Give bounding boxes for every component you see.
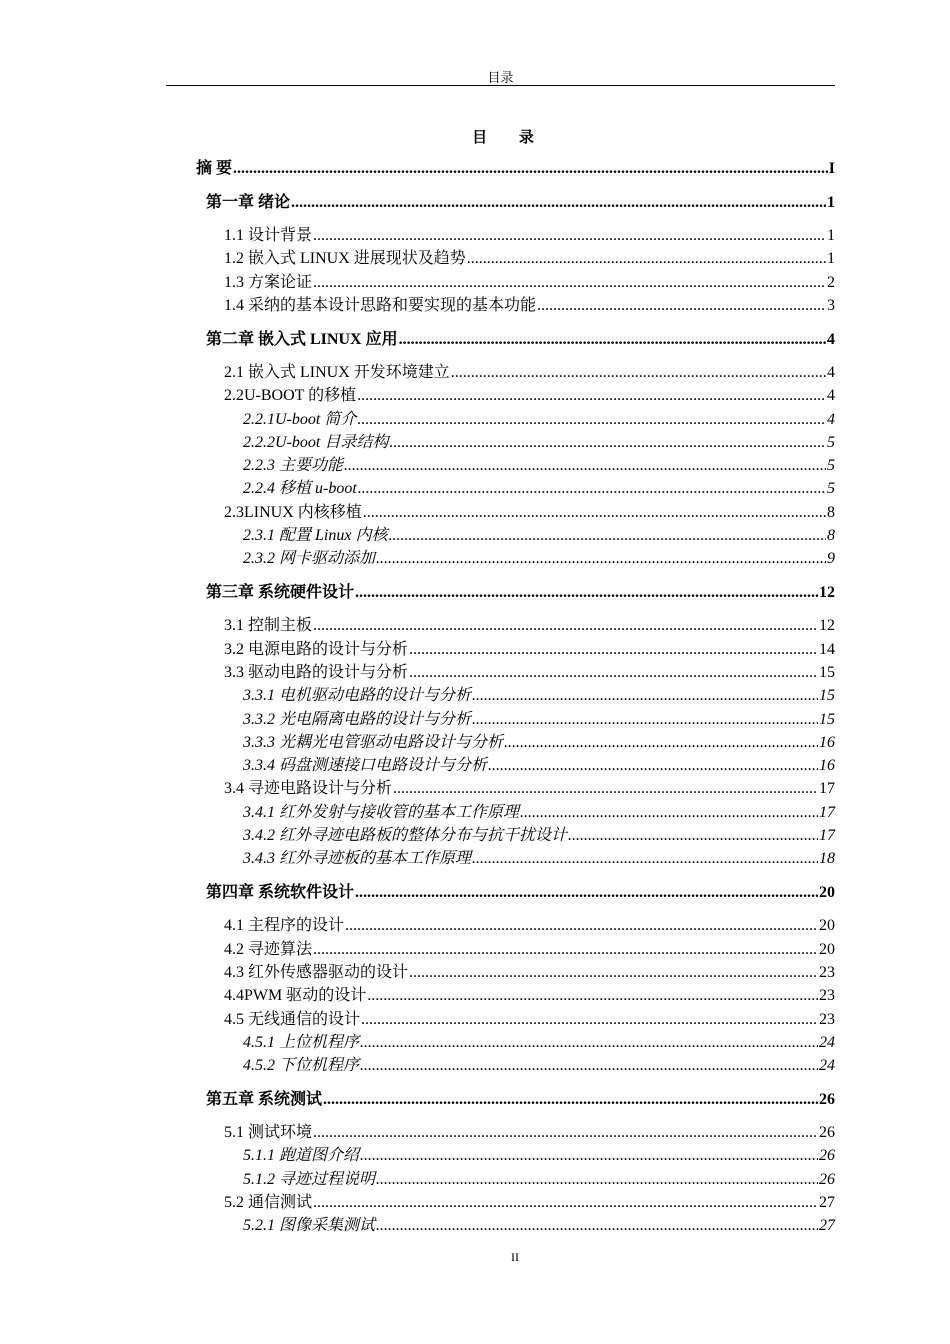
toc-entry[interactable] bbox=[224, 636, 835, 659]
page-number: II bbox=[511, 1250, 519, 1264]
toc-entry-page: 17 bbox=[819, 780, 835, 798]
toc-entry[interactable] bbox=[206, 879, 835, 902]
toc-entry-title: 2.2.2U-boot 目录结构 bbox=[243, 433, 389, 451]
toc-entry-page: I bbox=[828, 160, 835, 177]
toc-entry[interactable] bbox=[243, 706, 835, 729]
toc-entry-title: 3.3.2 光电隔离电路的设计与分析 bbox=[243, 710, 472, 728]
toc-title: 目 录 bbox=[472, 130, 548, 146]
toc-dot-leader bbox=[313, 274, 826, 292]
toc-dot-leader bbox=[472, 687, 818, 705]
toc-entry[interactable] bbox=[243, 799, 835, 822]
toc-entry-title: 2.2.3 主要功能 bbox=[243, 457, 344, 475]
toc-entry[interactable] bbox=[224, 982, 835, 1005]
toc-entry-title: 3.3.4 码盘测速接口电路设计与分析 bbox=[243, 757, 488, 775]
toc-entry[interactable] bbox=[224, 1119, 835, 1142]
toc-entry-title: 3.4.1 红外发射与接收管的基本工作原理 bbox=[243, 803, 520, 821]
toc-entry-page: 18 bbox=[819, 850, 835, 868]
toc-entry[interactable] bbox=[224, 245, 835, 268]
toc-entry-title: 3.4.3 红外寻迹板的基本工作原理 bbox=[243, 850, 472, 868]
toc-entry[interactable] bbox=[224, 359, 835, 382]
toc-entry-title: 3.3.3 光耦光电管驱动电路设计与分析 bbox=[243, 733, 504, 751]
toc-dot-leader bbox=[355, 884, 818, 902]
toc-entry-title: 摘 要 bbox=[196, 160, 233, 177]
toc-entry-page: 5 bbox=[827, 457, 835, 475]
toc-dot-leader bbox=[467, 250, 826, 268]
toc-entry-title: 5.1 测试环境 bbox=[224, 1124, 313, 1142]
toc-entry[interactable] bbox=[243, 429, 835, 452]
toc-entry[interactable] bbox=[224, 1006, 835, 1029]
toc-entry[interactable] bbox=[243, 845, 835, 868]
toc-entry[interactable] bbox=[206, 189, 835, 212]
toc-entry[interactable] bbox=[243, 1029, 835, 1052]
toc-entry-page: 2 bbox=[827, 273, 835, 291]
toc-entry-page: 17 bbox=[819, 827, 835, 844]
toc-entry-page: 1 bbox=[827, 250, 835, 268]
toc-entry-page: 15 bbox=[819, 710, 835, 728]
toc-entry[interactable] bbox=[224, 912, 835, 935]
toc-entry-page: 26 bbox=[819, 1091, 835, 1109]
toc-entry-title: 5.2.1 图像采集测试 bbox=[243, 1217, 376, 1235]
toc-entry-page: 4 bbox=[827, 330, 835, 348]
toc-dot-leader bbox=[360, 1147, 818, 1165]
toc-entry-title: 5.2 通信测试 bbox=[224, 1194, 313, 1211]
toc-dot-leader bbox=[233, 160, 828, 178]
toc-entry-title: 5.1.2 寻迹过程说明 bbox=[243, 1170, 376, 1188]
toc-entry[interactable] bbox=[224, 499, 835, 522]
toc-dot-leader bbox=[345, 917, 818, 935]
toc-dot-leader bbox=[504, 734, 818, 752]
toc-entry[interactable] bbox=[224, 222, 835, 245]
toc-entry-page: 4 bbox=[827, 387, 835, 405]
toc-dot-leader bbox=[323, 1091, 818, 1109]
toc-entry-title: 3.1 控制主板 bbox=[224, 617, 313, 635]
toc-entry[interactable] bbox=[224, 292, 835, 315]
toc-entry[interactable] bbox=[206, 326, 835, 349]
toc-dot-leader bbox=[520, 804, 818, 822]
toc-entry[interactable] bbox=[224, 1189, 835, 1212]
toc-entry-page: 14 bbox=[819, 640, 835, 658]
toc-entry-page: 12 bbox=[819, 617, 835, 635]
toc-dot-leader bbox=[376, 550, 826, 568]
toc-dot-leader bbox=[313, 1124, 818, 1142]
toc-entry[interactable] bbox=[243, 522, 835, 545]
toc-entry-page: 8 bbox=[827, 527, 835, 544]
toc-entry-page: 15 bbox=[819, 687, 835, 705]
toc-entry-title: 2.3.2 网卡驱动添加 bbox=[243, 550, 376, 568]
toc-entry-title: 2.2.1U-boot 简介 bbox=[243, 410, 357, 428]
toc-dot-leader bbox=[409, 964, 818, 982]
toc-entry-page: 1 bbox=[827, 227, 835, 244]
toc-dot-leader bbox=[388, 527, 826, 545]
toc-entry[interactable] bbox=[206, 579, 835, 602]
toc-entry-title: 2.3LINUX 内核移植 bbox=[224, 503, 362, 521]
running-header: 目录 bbox=[487, 70, 514, 85]
toc-entry-title: 4.2 寻迹算法 bbox=[224, 940, 313, 958]
toc-entry[interactable] bbox=[224, 659, 835, 682]
toc-entry-title: 第一章 绪论 bbox=[206, 194, 291, 211]
toc-entry[interactable] bbox=[224, 936, 835, 959]
toc-entry-page: 17 bbox=[819, 803, 835, 821]
toc-dot-leader bbox=[472, 850, 818, 868]
toc-entry[interactable] bbox=[243, 822, 835, 845]
toc-entry-page: 26 bbox=[819, 1170, 835, 1188]
toc-entry-page: 27 bbox=[819, 1217, 835, 1235]
toc-entry[interactable] bbox=[243, 1212, 835, 1235]
toc-dot-leader bbox=[313, 617, 818, 635]
toc-entry-page: 26 bbox=[819, 1124, 835, 1142]
toc-entry-title: 5.1.1 跑道图介绍 bbox=[243, 1147, 360, 1165]
toc-dot-leader bbox=[409, 641, 818, 659]
toc-entry-title: 3.2 电源电路的设计与分析 bbox=[224, 640, 409, 658]
toc-entry-page: 20 bbox=[819, 917, 835, 935]
toc-entry-title: 3.4.2 红外寻迹电路板的整体分布与抗干扰设计 bbox=[243, 827, 568, 844]
toc-dot-leader bbox=[451, 364, 826, 382]
toc-dot-leader bbox=[360, 1057, 818, 1075]
toc-entry-page: 3 bbox=[827, 296, 835, 314]
toc-entry[interactable] bbox=[243, 1052, 835, 1075]
toc-entry-page: 16 bbox=[819, 733, 835, 751]
toc-entry-title: 4.5 无线通信的设计 bbox=[224, 1010, 361, 1028]
toc-entry-title: 4.3 红外传感器驱动的设计 bbox=[224, 963, 409, 981]
toc-entry[interactable] bbox=[224, 959, 835, 982]
toc-dot-leader bbox=[393, 780, 818, 798]
toc-entry-page: 15 bbox=[819, 663, 835, 681]
toc-entry-title: 2.2.4 移植 u-boot bbox=[243, 480, 357, 498]
toc-dot-leader bbox=[568, 827, 818, 845]
toc-dot-leader bbox=[291, 194, 826, 212]
toc-dot-leader bbox=[488, 757, 818, 775]
toc-entry[interactable] bbox=[224, 382, 835, 405]
toc-dot-leader bbox=[376, 1217, 818, 1235]
toc-dot-leader bbox=[313, 1194, 818, 1212]
toc-entry-page: 26 bbox=[819, 1147, 835, 1165]
toc-dot-leader bbox=[363, 504, 826, 522]
toc-entry[interactable] bbox=[243, 406, 835, 429]
toc-entry-title: 2.3.1 配置 Linux 内核 bbox=[243, 527, 388, 544]
toc-entry-page: 9 bbox=[827, 550, 835, 568]
toc-dot-leader bbox=[472, 711, 818, 729]
toc-entry[interactable] bbox=[206, 1086, 835, 1109]
toc-entry-title: 4.4PWM 驱动的设计 bbox=[224, 987, 367, 1005]
toc-dot-leader bbox=[389, 434, 826, 452]
toc-entry-title: 1.2 嵌入式 LINUX 进展现状及趋势 bbox=[224, 250, 466, 268]
toc-entry-title: 4.5.2 下位机程序 bbox=[243, 1057, 360, 1075]
toc-entry-page: 23 bbox=[819, 1010, 835, 1028]
toc-entry-page: 23 bbox=[819, 963, 835, 981]
toc-entry-title: 第四章 系统软件设计 bbox=[206, 884, 355, 902]
toc-dot-leader bbox=[313, 941, 818, 959]
toc-dot-leader bbox=[367, 987, 818, 1005]
toc-entry-page: 24 bbox=[819, 1057, 835, 1075]
toc-entry-title: 4.1 主程序的设计 bbox=[224, 917, 345, 935]
toc-entry-page: 8 bbox=[827, 503, 835, 521]
toc-dot-leader bbox=[344, 457, 826, 475]
toc-entry-title: 第三章 系统硬件设计 bbox=[206, 584, 355, 602]
toc-entry[interactable] bbox=[243, 682, 835, 705]
toc-entry-title: 2.2U-BOOT 的移植 bbox=[224, 387, 357, 405]
toc-entry-page: 5 bbox=[827, 480, 835, 498]
toc-dot-leader bbox=[537, 297, 826, 315]
toc-entry-title: 1.4 采纳的基本设计思路和要实现的基本功能 bbox=[224, 296, 537, 314]
toc-entry-page: 16 bbox=[819, 757, 835, 775]
toc-entry[interactable] bbox=[243, 545, 835, 568]
toc-dot-leader bbox=[376, 1171, 818, 1189]
toc-entry[interactable] bbox=[196, 155, 835, 178]
toc-entry-title: 4.5.1 上位机程序 bbox=[243, 1033, 360, 1051]
toc-dot-leader bbox=[357, 411, 826, 429]
toc-entry[interactable] bbox=[224, 269, 835, 292]
toc-entry[interactable] bbox=[243, 729, 835, 752]
toc-entry-page: 1 bbox=[827, 194, 835, 211]
toc-entry[interactable] bbox=[224, 775, 835, 798]
toc-entry-title: 3.3.1 电机驱动电路的设计与分析 bbox=[243, 687, 472, 705]
toc-dot-leader bbox=[409, 664, 818, 682]
toc-entry[interactable] bbox=[243, 1166, 835, 1189]
toc-entry-page: 12 bbox=[819, 584, 835, 602]
toc-entry-title: 第五章 系统测试 bbox=[206, 1091, 323, 1109]
toc-entry-page: 4 bbox=[827, 410, 835, 428]
toc-entry[interactable] bbox=[243, 475, 835, 498]
toc-entry-page: 20 bbox=[819, 884, 835, 902]
toc-dot-leader bbox=[361, 1011, 818, 1029]
toc-entry-page: 23 bbox=[819, 987, 835, 1005]
toc-entry-page: 27 bbox=[819, 1194, 835, 1211]
toc-dot-leader bbox=[355, 584, 818, 602]
toc-entry-title: 1.1 设计背景 bbox=[224, 227, 313, 244]
toc-entry-title: 2.1 嵌入式 LINUX 开发环境建立 bbox=[224, 363, 450, 381]
toc-entry-page: 4 bbox=[827, 363, 835, 381]
toc-entry-page: 20 bbox=[819, 940, 835, 958]
toc-dot-leader bbox=[313, 227, 826, 245]
toc-entry-title: 3.4 寻迹电路设计与分析 bbox=[224, 780, 393, 798]
toc-entry-title: 3.3 驱动电路的设计与分析 bbox=[224, 663, 409, 681]
toc-dot-leader bbox=[358, 480, 826, 498]
toc-entry-page: 5 bbox=[827, 433, 835, 451]
toc-entry-title: 第二章 嵌入式 LINUX 应用 bbox=[206, 330, 398, 348]
toc-dot-leader bbox=[399, 331, 826, 349]
toc-dot-leader bbox=[357, 387, 826, 405]
toc-entry[interactable] bbox=[243, 452, 835, 475]
toc-entry[interactable] bbox=[224, 612, 835, 635]
toc-entry-title: 1.3 方案论证 bbox=[224, 273, 313, 291]
toc-entry[interactable] bbox=[243, 752, 835, 775]
toc-entry-page: 24 bbox=[819, 1033, 835, 1051]
toc-dot-leader bbox=[360, 1034, 818, 1052]
toc-entry[interactable] bbox=[243, 1142, 835, 1165]
